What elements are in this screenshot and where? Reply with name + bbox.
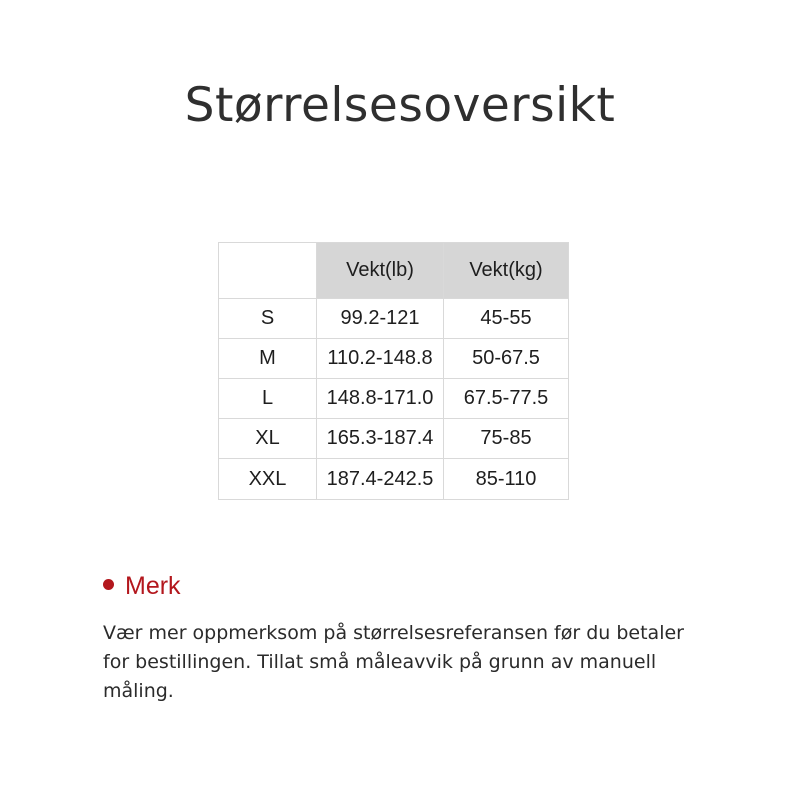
table-row <box>219 459 569 500</box>
size-cell: XL <box>219 419 317 459</box>
table-row <box>219 339 569 379</box>
note-text: Vær mer oppmerksom på størrelsesreferansen før du betaler for bestillingen. Tillat små måleavvik på grunn av manuell måling. <box>103 622 684 702</box>
weight-kg-cell: 45-55 <box>444 299 569 339</box>
size-chart-table <box>218 242 569 500</box>
header-weight-lb: Vekt(lb) <box>317 243 444 299</box>
weight-kg-cell: 75-85 <box>444 419 569 459</box>
weight-lb-cell: 110.2-148.8 <box>317 339 444 379</box>
weight-kg-cell: 67.5-77.5 <box>444 379 569 419</box>
table-row <box>219 419 569 459</box>
bullet-dot-icon <box>103 579 114 590</box>
weight-kg-cell: 85-110 <box>444 459 569 500</box>
note-heading <box>103 572 181 601</box>
table-header-row <box>219 243 569 299</box>
size-cell: L <box>219 379 317 419</box>
table-row <box>219 379 569 419</box>
table-row <box>219 299 569 339</box>
page-title: Størrelsesoversikt <box>184 78 616 133</box>
weight-lb-cell: 99.2-121 <box>317 299 444 339</box>
size-cell: XXL <box>219 459 317 500</box>
weight-lb-cell: 165.3-187.4 <box>317 419 444 459</box>
size-cell: S <box>219 299 317 339</box>
header-corner-cell <box>219 243 317 299</box>
size-cell: M <box>219 339 317 379</box>
weight-kg-cell: 50-67.5 <box>444 339 569 379</box>
note-heading-label: Merk <box>125 572 181 600</box>
weight-lb-cell: 148.8-171.0 <box>317 379 444 419</box>
weight-lb-cell: 187.4-242.5 <box>317 459 444 500</box>
header-weight-kg: Vekt(kg) <box>444 243 569 299</box>
